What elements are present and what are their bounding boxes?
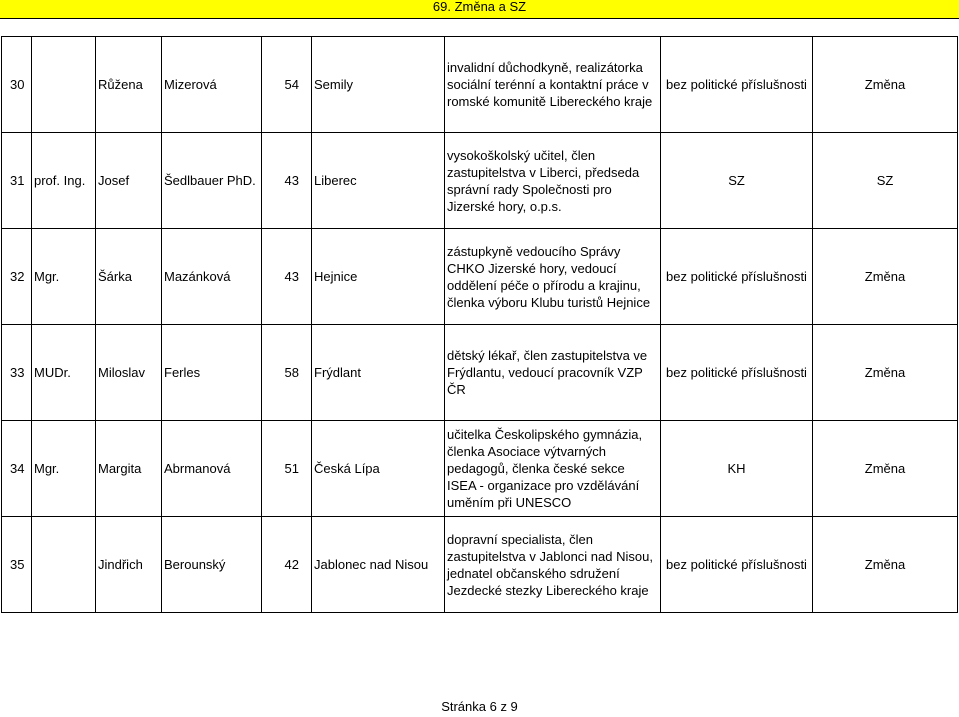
candidate-nominated-by: Změna [813, 325, 958, 421]
candidate-affiliation: bez politické příslušnosti [661, 37, 813, 133]
candidate-occupation: zástupkyně vedoucího Správy CHKO Jizerské hory, vedoucí oddělení péče o přírodu a krajinu, členka výboru Klubu turistů Hejnice [445, 229, 661, 325]
candidate-occupation: dětský lékař, člen zastupitelstva ve Frýdlantu, vedoucí pracovník VZP ČR [445, 325, 661, 421]
candidate-age: 43 [262, 229, 312, 325]
candidate-occupation: učitelka Českolipského gymnázia, členka Asociace výtvarných pedagogů, členka české sekce ISEA - organizace pro vzdělávání uměním při UNESCO [445, 421, 661, 517]
candidate-city: Hejnice [312, 229, 445, 325]
page-footer [0, 700, 959, 714]
candidate-title: Mgr. [32, 229, 96, 325]
candidate-title [32, 37, 96, 133]
candidate-city: Jablonec nad Nisou [312, 517, 445, 613]
candidate-affiliation: bez politické příslušnosti [661, 517, 813, 613]
candidate-city: Semily [312, 37, 445, 133]
candidate-table [1, 36, 958, 613]
candidate-number: 31 [2, 133, 32, 229]
candidate-title [32, 517, 96, 613]
candidate-age: 42 [262, 517, 312, 613]
candidate-number: 34 [2, 421, 32, 517]
candidate-first-name: Josef [96, 133, 162, 229]
candidate-affiliation: KH [661, 421, 813, 517]
candidate-first-name: Růžena [96, 37, 162, 133]
candidate-last-name: Mazánková [162, 229, 262, 325]
candidate-age: 43 [262, 133, 312, 229]
candidate-first-name: Miloslav [96, 325, 162, 421]
candidate-occupation: vysokoškolský učitel, člen zastupitelstva v Liberci, předseda správní rady Společnosti pro Jizerské hory, o.p.s. [445, 133, 661, 229]
candidate-occupation: dopravní specialista, člen zastupitelstva v Jablonci nad Nisou, jednatel občanského sdružení Jezdecké stezky Libereckého kraje [445, 517, 661, 613]
candidate-age: 51 [262, 421, 312, 517]
candidate-last-name: Berounský [162, 517, 262, 613]
page-number: Stránka 6 z 9 [441, 699, 518, 714]
candidate-title: MUDr. [32, 325, 96, 421]
table-row [2, 325, 958, 421]
table-row [2, 421, 958, 517]
candidate-last-name: Mizerová [162, 37, 262, 133]
candidate-nominated-by: Změna [813, 37, 958, 133]
candidate-first-name: Šárka [96, 229, 162, 325]
candidate-city: Česká Lípa [312, 421, 445, 517]
candidate-last-name: Šedlbauer PhD. [162, 133, 262, 229]
candidate-nominated-by: Změna [813, 421, 958, 517]
candidate-title: Mgr. [32, 421, 96, 517]
candidate-nominated-by: SZ [813, 133, 958, 229]
candidate-affiliation: SZ [661, 133, 813, 229]
candidate-age: 54 [262, 37, 312, 133]
table-row [2, 229, 958, 325]
candidate-affiliation: bez politické příslušnosti [661, 325, 813, 421]
candidate-affiliation: bez politické příslušnosti [661, 229, 813, 325]
candidate-last-name: Abrmanová [162, 421, 262, 517]
candidate-title: prof. Ing. [32, 133, 96, 229]
page-title [0, 0, 959, 19]
candidate-number: 30 [2, 37, 32, 133]
candidate-occupation: invalidní důchodkyně, realizátorka sociální terénní a kontaktní práce v romské komunitě Libereckého kraje [445, 37, 661, 133]
candidate-first-name: Margita [96, 421, 162, 517]
candidate-nominated-by: Změna [813, 517, 958, 613]
candidate-nominated-by: Změna [813, 229, 958, 325]
table-row [2, 517, 958, 613]
candidate-city: Frýdlant [312, 325, 445, 421]
candidate-age: 58 [262, 325, 312, 421]
table-row [2, 133, 958, 229]
candidate-number: 35 [2, 517, 32, 613]
candidate-city: Liberec [312, 133, 445, 229]
candidate-last-name: Ferles [162, 325, 262, 421]
candidate-number: 33 [2, 325, 32, 421]
table-row [2, 37, 958, 133]
candidate-first-name: Jindřich [96, 517, 162, 613]
page-title-text: 69. Změna a SZ [432, 0, 527, 14]
candidate-number: 32 [2, 229, 32, 325]
